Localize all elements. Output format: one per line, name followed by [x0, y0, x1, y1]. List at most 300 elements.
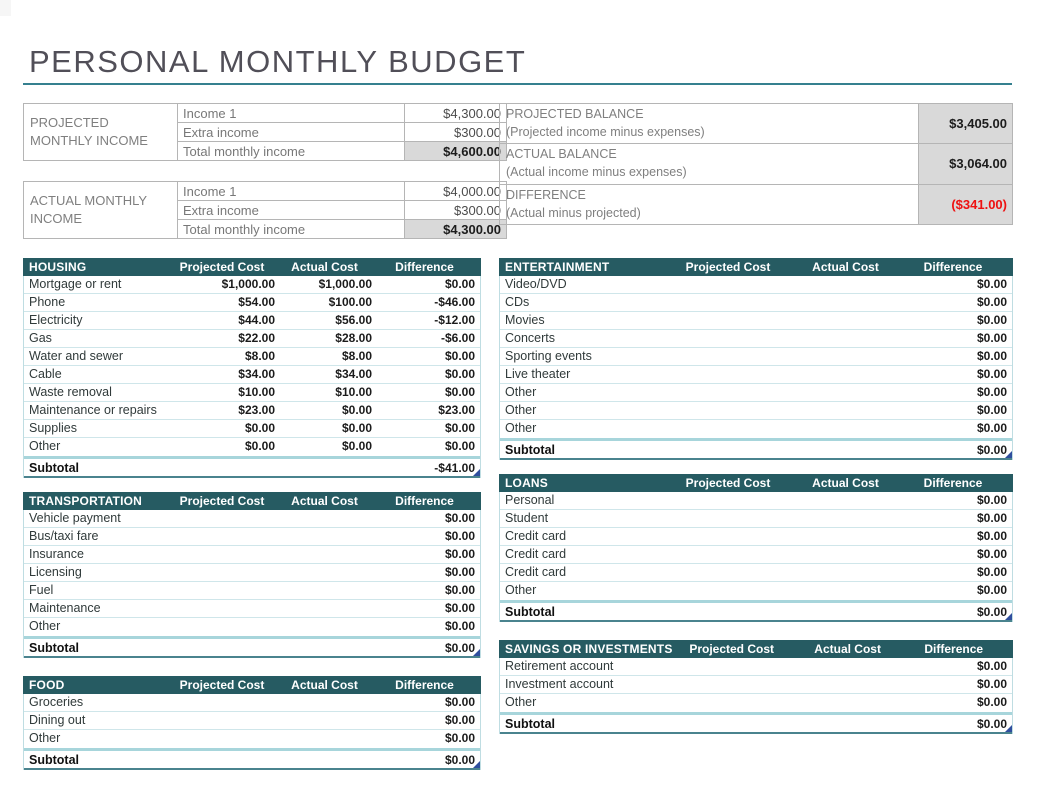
balance-title: ACTUAL BALANCE — [506, 147, 617, 162]
subtotal-label-cell[interactable]: Subtotal — [29, 461, 79, 475]
row-label-cell[interactable]: Maintenance or repairs — [29, 403, 157, 417]
corner-marker-icon — [473, 761, 480, 768]
actual-cost-cell[interactable] — [280, 600, 377, 617]
difference-cell[interactable]: $0.00 — [444, 529, 475, 543]
row-label-cell[interactable]: Licensing — [29, 565, 82, 579]
table-row — [500, 694, 1012, 712]
table-row — [500, 528, 1012, 546]
column-header-difference[interactable]: Difference — [923, 260, 983, 274]
projected-cost-cell[interactable]: $1,000.00 — [221, 277, 275, 291]
table-body — [499, 276, 1013, 460]
projected-cost-cell[interactable] — [667, 546, 797, 563]
difference-cell[interactable]: $0.00 — [444, 277, 475, 291]
top-left-artifact — [0, 0, 11, 16]
difference-cell[interactable]: $0.00 — [444, 367, 475, 381]
row-label-cell[interactable]: Gas — [29, 331, 52, 345]
row-label-cell[interactable]: Electricity — [29, 313, 83, 327]
table-row — [24, 420, 480, 438]
row-label-cell[interactable]: Other — [29, 619, 61, 633]
difference-cell[interactable]: $0.00 — [444, 601, 475, 615]
actual-cost-cell[interactable]: $0.00 — [341, 421, 372, 435]
column-header-difference[interactable]: Difference — [395, 260, 454, 274]
difference-cell[interactable]: $0.00 — [976, 717, 1007, 731]
table-header-row — [23, 258, 481, 276]
actual-cost-cell[interactable] — [280, 546, 377, 563]
row-label-cell[interactable]: Live theater — [505, 367, 571, 381]
category-header[interactable]: FOOD — [29, 678, 65, 692]
table-row — [24, 712, 480, 730]
projected-cost-cell[interactable] — [667, 528, 797, 545]
projected-cost-cell[interactable] — [172, 510, 280, 527]
budget-table-loans — [499, 474, 1013, 622]
difference-cell[interactable]: $0.00 — [976, 367, 1007, 381]
difference-cell[interactable]: $0.00 — [444, 641, 475, 655]
table-header-row — [23, 492, 481, 510]
table-row — [500, 330, 1012, 348]
column-header-actual-cost[interactable]: Actual Cost — [291, 260, 358, 274]
table-row — [500, 492, 1012, 510]
projected-cost-cell[interactable]: $44.00 — [238, 313, 275, 327]
table-row — [24, 510, 480, 528]
row-label-cell[interactable]: Groceries — [29, 695, 84, 709]
projected-cost-cell[interactable] — [172, 528, 280, 545]
row-label-cell[interactable]: Credit card — [505, 529, 567, 543]
table-row — [24, 564, 480, 582]
column-header-actual-cost[interactable]: Actual Cost — [291, 494, 358, 508]
table-row — [500, 384, 1012, 402]
projected-cost-cell[interactable] — [667, 348, 797, 365]
projected-cost-cell[interactable] — [172, 582, 280, 599]
row-label-cell[interactable]: Water and sewer — [29, 349, 124, 363]
table-row — [500, 366, 1012, 384]
column-header-projected-cost[interactable]: Projected Cost — [179, 494, 265, 508]
projected-cost-cell[interactable] — [667, 384, 797, 401]
row-label-cell[interactable]: Other — [29, 731, 61, 745]
difference-cell[interactable]: $0.00 — [976, 403, 1007, 417]
difference-cell[interactable]: $0.00 — [976, 331, 1007, 345]
table-body — [499, 492, 1013, 622]
column-header-difference[interactable]: Difference — [923, 476, 983, 490]
corner-marker-icon — [1005, 613, 1012, 620]
actual-cost-cell[interactable] — [797, 564, 902, 581]
row-label-cell[interactable]: Video/DVD — [505, 277, 567, 291]
table-row — [24, 348, 480, 366]
subtotal-row — [500, 600, 1012, 622]
income-total-value-cell[interactable]: $4,600.00 — [405, 142, 507, 161]
projected-cost-cell[interactable]: $0.00 — [244, 421, 275, 435]
actual-cost-cell[interactable]: $0.00 — [341, 403, 372, 417]
row-label-cell[interactable]: Student — [505, 511, 549, 525]
row-label-cell[interactable]: Movies — [505, 313, 545, 327]
actual-cost-cell[interactable] — [797, 312, 902, 329]
row-label-cell[interactable]: Fuel — [29, 583, 54, 597]
actual-cost-cell[interactable]: $100.00 — [328, 295, 372, 309]
projected-cost-cell[interactable] — [172, 730, 280, 748]
table-row — [24, 384, 480, 402]
projected-cost-cell[interactable] — [667, 582, 797, 600]
actual-cost-cell[interactable]: $1,000.00 — [318, 277, 372, 291]
table-body — [499, 658, 1013, 734]
projected-cost-cell[interactable]: $0.00 — [244, 439, 275, 453]
actual-cost-cell[interactable] — [280, 582, 377, 599]
income-total-label-cell[interactable]: Total monthly income — [178, 220, 405, 239]
projected-cost-cell[interactable] — [667, 676, 797, 693]
projected-balance-value-cell[interactable]: $3,405.00 — [919, 104, 1013, 144]
table-row — [24, 730, 480, 748]
actual-cost-cell[interactable]: $8.00 — [341, 349, 372, 363]
row-label-cell[interactable]: Bus/taxi fare — [29, 529, 99, 543]
actual-cost-cell[interactable] — [797, 330, 902, 347]
difference-cell[interactable]: $0.00 — [444, 713, 475, 727]
balance-title: PROJECTED BALANCE — [506, 107, 644, 121]
budget-table-food — [23, 676, 481, 770]
subtotal-label-cell[interactable]: Subtotal — [505, 443, 555, 457]
actual-balance-value-cell[interactable]: $3,064.00 — [919, 144, 1013, 184]
row-label-cell[interactable]: Investment account — [505, 677, 614, 691]
row-label-cell[interactable]: Mortgage or rent — [29, 277, 122, 291]
table-row — [500, 348, 1012, 366]
projected-cost-cell[interactable] — [667, 694, 797, 712]
table-row — [24, 600, 480, 618]
subtotal-row — [24, 636, 480, 658]
corner-marker-icon — [1005, 725, 1012, 732]
table-row — [500, 510, 1012, 528]
row-label-cell[interactable]: Supplies — [29, 421, 77, 435]
difference-cell[interactable]: -$41.00 — [434, 461, 475, 475]
difference-cell[interactable]: $0.00 — [444, 439, 475, 453]
difference-cell[interactable]: $0.00 — [444, 619, 475, 633]
category-header[interactable]: HOUSING — [29, 260, 87, 274]
table-row — [500, 546, 1012, 564]
column-header-actual-cost[interactable]: Actual Cost — [291, 678, 358, 692]
actual-cost-cell[interactable]: $28.00 — [335, 331, 372, 345]
projected-cost-cell[interactable]: $34.00 — [238, 367, 275, 381]
difference-cell[interactable]: $0.00 — [444, 731, 475, 745]
budget-table-entertainment — [499, 258, 1013, 460]
income-value-cell[interactable]: $300.00 — [405, 123, 507, 142]
row-label-cell[interactable]: CDs — [505, 295, 530, 309]
table-row — [24, 618, 480, 636]
actual-cost-cell[interactable] — [797, 582, 902, 600]
table-body — [23, 694, 481, 770]
row-label-cell[interactable]: Concerts — [505, 331, 556, 345]
subtotal-row — [24, 456, 480, 478]
difference-cell[interactable]: $0.00 — [976, 349, 1007, 363]
row-label-cell[interactable]: Maintenance — [29, 601, 101, 615]
table-row — [24, 528, 480, 546]
table-row — [24, 438, 480, 456]
balance-subtitle: (Actual income minus expenses) — [506, 165, 687, 180]
actual-cost-cell[interactable]: $10.00 — [335, 385, 372, 399]
projected-cost-cell[interactable] — [172, 751, 280, 768]
title-underline — [23, 83, 1012, 85]
table-row — [500, 658, 1012, 676]
income-item-cell[interactable]: Extra income — [178, 201, 405, 220]
income-item-cell[interactable]: Income 1 — [178, 104, 405, 123]
income-item-cell[interactable]: Extra income — [178, 123, 405, 142]
column-header-projected-cost[interactable]: Projected Cost — [179, 678, 265, 692]
difference-cell[interactable]: $0.00 — [976, 443, 1007, 457]
difference-cell[interactable]: $0.00 — [444, 695, 475, 709]
actual-balance-label-cell[interactable] — [500, 144, 919, 184]
projected-cost-cell[interactable] — [667, 420, 797, 438]
actual-cost-cell[interactable] — [797, 348, 902, 365]
projected-income-table — [23, 103, 507, 161]
actual-cost-cell[interactable] — [280, 564, 377, 581]
table-body — [23, 510, 481, 658]
column-header-difference[interactable]: Difference — [395, 678, 454, 692]
table-row — [500, 676, 1012, 694]
actual-cost-cell[interactable] — [797, 510, 902, 527]
difference-cell[interactable]: $0.00 — [976, 659, 1007, 673]
difference-cell[interactable]: $0.00 — [976, 605, 1007, 619]
projected-cost-cell[interactable] — [172, 600, 280, 617]
difference-cell[interactable]: $0.00 — [976, 547, 1007, 561]
row-label-cell[interactable]: Phone — [29, 295, 66, 309]
row-label-cell[interactable]: Credit card — [505, 547, 567, 561]
row-label-cell[interactable]: Personal — [505, 493, 555, 507]
row-label-cell[interactable]: Vehicle payment — [29, 511, 121, 525]
difference-cell[interactable]: $0.00 — [444, 583, 475, 597]
row-label-cell[interactable]: Insurance — [29, 547, 84, 561]
row-label-cell[interactable]: Other — [505, 403, 537, 417]
projected-cost-cell[interactable] — [172, 546, 280, 563]
column-header-actual-cost[interactable]: Actual Cost — [812, 260, 879, 274]
actual-cost-cell[interactable] — [797, 294, 902, 311]
income-value-cell[interactable]: $4,300.00 — [405, 104, 507, 123]
difference-cell[interactable]: $0.00 — [976, 385, 1007, 399]
projected-balance-label-cell[interactable] — [500, 104, 919, 144]
table-header-row — [499, 474, 1013, 492]
column-header-difference[interactable]: Difference — [924, 642, 984, 656]
subtotal-row — [500, 438, 1012, 460]
difference-cell[interactable]: $0.00 — [976, 695, 1007, 709]
row-label-cell[interactable]: Cable — [29, 367, 62, 381]
projected-cost-cell[interactable] — [172, 712, 280, 729]
projected-cost-cell[interactable]: $8.00 — [244, 349, 275, 363]
actual-cost-cell[interactable] — [280, 712, 377, 729]
actual-cost-cell[interactable] — [280, 618, 377, 636]
column-header-actual-cost[interactable]: Actual Cost — [814, 642, 881, 656]
subtotal-row — [24, 748, 480, 770]
difference-cell[interactable]: $0.00 — [976, 313, 1007, 327]
subtotal-row — [500, 712, 1012, 734]
category-header[interactable]: LOANS — [505, 476, 548, 490]
actual-income-label[interactable]: ACTUAL MONTHLY INCOME — [24, 182, 178, 239]
actual-cost-cell[interactable] — [797, 384, 902, 401]
table-row — [24, 330, 480, 348]
projected-cost-cell[interactable] — [667, 312, 797, 329]
actual-cost-cell[interactable] — [280, 694, 377, 711]
difference-cell[interactable]: $0.00 — [444, 385, 475, 399]
row-label-cell[interactable]: Retirement account — [505, 659, 614, 673]
category-header[interactable]: ENTERTAINMENT — [505, 260, 610, 274]
projected-cost-cell[interactable] — [667, 510, 797, 527]
actual-cost-cell[interactable] — [797, 366, 902, 383]
difference-cell[interactable]: $0.00 — [976, 277, 1007, 291]
category-header[interactable]: TRANSPORTATION — [29, 494, 143, 508]
difference-cell[interactable]: $0.00 — [976, 583, 1007, 597]
table-row — [24, 582, 480, 600]
table-row — [24, 694, 480, 712]
column-header-projected-cost[interactable]: Projected Cost — [685, 476, 771, 490]
corner-marker-icon — [1005, 451, 1012, 458]
difference-cell[interactable]: $0.00 — [976, 511, 1007, 525]
table-row — [500, 294, 1012, 312]
left-tables-column — [23, 258, 481, 784]
table-row — [500, 402, 1012, 420]
projected-cost-cell[interactable]: $54.00 — [238, 295, 275, 309]
row-label-cell[interactable]: Sporting events — [505, 349, 592, 363]
projected-cost-cell[interactable] — [667, 658, 797, 675]
difference-cell[interactable]: $0.00 — [976, 529, 1007, 543]
projected-cost-cell[interactable] — [667, 402, 797, 419]
actual-cost-cell[interactable]: $34.00 — [335, 367, 372, 381]
actual-cost-cell[interactable]: $56.00 — [335, 313, 372, 327]
difference-cell[interactable]: $0.00 — [976, 565, 1007, 579]
projected-cost-cell[interactable] — [667, 492, 797, 509]
budget-table-transportation — [23, 492, 481, 658]
budget-table-housing — [23, 258, 481, 478]
category-header[interactable]: SAVINGS OR INVESTMENTS — [505, 642, 673, 656]
corner-marker-icon — [473, 649, 480, 656]
balance-summary-table — [499, 103, 1013, 225]
subtotal-label-cell[interactable]: Subtotal — [505, 605, 555, 619]
projected-cost-cell[interactable]: $23.00 — [238, 403, 275, 417]
difference-cell[interactable]: -$46.00 — [434, 295, 475, 309]
table-row — [24, 294, 480, 312]
subtotal-label-cell[interactable]: Subtotal — [505, 717, 555, 731]
table-row — [500, 276, 1012, 294]
difference-cell[interactable]: $0.00 — [976, 677, 1007, 691]
projected-cost-cell[interactable]: $10.00 — [238, 385, 275, 399]
difference-cell[interactable]: $23.00 — [438, 403, 475, 417]
projected-cost-cell[interactable] — [172, 618, 280, 636]
projected-cost-cell[interactable] — [667, 294, 797, 311]
income-item-cell[interactable]: Income 1 — [178, 182, 405, 201]
income-value-cell[interactable]: $4,000.00 — [405, 182, 507, 201]
table-row — [24, 402, 480, 420]
actual-cost-cell[interactable] — [797, 694, 902, 712]
projected-cost-cell[interactable] — [667, 330, 797, 347]
table-row — [24, 312, 480, 330]
row-label-cell[interactable]: Other — [505, 385, 537, 399]
difference-cell[interactable]: $0.00 — [444, 547, 475, 561]
row-label-cell[interactable]: Waste removal — [29, 385, 112, 399]
actual-cost-cell[interactable] — [797, 676, 902, 693]
projected-cost-cell[interactable] — [172, 639, 280, 656]
actual-cost-cell[interactable] — [797, 402, 902, 419]
budget-table-savings — [499, 640, 1013, 734]
row-label-cell[interactable]: Dining out — [29, 713, 86, 727]
projected-cost-cell[interactable] — [667, 603, 797, 620]
actual-cost-cell[interactable]: $0.00 — [341, 439, 372, 453]
corner-marker-icon — [473, 469, 480, 476]
projected-cost-cell[interactable] — [667, 366, 797, 383]
projected-cost-cell[interactable] — [667, 276, 797, 293]
projected-income-label[interactable]: PROJECTED MONTHLY INCOME — [24, 104, 178, 161]
projected-cost-cell[interactable]: $22.00 — [238, 331, 275, 345]
table-row — [24, 276, 480, 294]
column-header-projected-cost[interactable]: Projected Cost — [179, 260, 265, 274]
difference-cell[interactable]: $0.00 — [444, 421, 475, 435]
subtotal-label-cell[interactable]: Subtotal — [29, 753, 79, 767]
difference-cell[interactable]: $0.00 — [444, 753, 475, 767]
row-label-cell[interactable]: Other — [505, 421, 537, 435]
actual-cost-cell[interactable] — [797, 276, 902, 293]
difference-cell[interactable]: $0.00 — [444, 565, 475, 579]
projected-cost-cell[interactable] — [667, 564, 797, 581]
table-header-row — [23, 676, 481, 694]
table-row — [500, 564, 1012, 582]
column-header-actual-cost[interactable]: Actual Cost — [812, 476, 879, 490]
balance-subtitle: (Actual minus projected) — [506, 205, 641, 220]
income-total-value-cell[interactable]: $4,300.00 — [405, 220, 507, 239]
actual-cost-cell[interactable] — [797, 420, 902, 438]
difference-cell[interactable]: -$12.00 — [434, 313, 475, 327]
actual-cost-cell[interactable] — [280, 510, 377, 527]
table-row — [24, 546, 480, 564]
page-title: PERSONAL MONTHLY BUDGET — [29, 44, 527, 79]
table-row — [500, 420, 1012, 438]
difference-cell[interactable]: $0.00 — [444, 511, 475, 525]
difference-value-cell[interactable]: ($341.00) — [919, 184, 1013, 224]
table-header-row — [499, 258, 1013, 276]
subtotal-label-cell[interactable]: Subtotal — [29, 641, 79, 655]
actual-cost-cell[interactable] — [797, 492, 902, 509]
difference-cell[interactable]: -$6.00 — [440, 331, 475, 345]
projected-cost-cell[interactable] — [667, 441, 797, 458]
difference-cell[interactable]: $0.00 — [444, 349, 475, 363]
actual-cost-cell[interactable] — [797, 528, 902, 545]
income-total-label-cell[interactable]: Total monthly income — [178, 142, 405, 161]
actual-cost-cell[interactable] — [280, 730, 377, 748]
projected-cost-cell[interactable] — [172, 564, 280, 581]
column-header-projected-cost[interactable]: Projected Cost — [689, 642, 775, 656]
right-tables-column — [499, 258, 1013, 748]
actual-cost-cell[interactable] — [797, 546, 902, 563]
projected-cost-cell[interactable] — [667, 715, 797, 732]
row-label-cell[interactable]: Other — [505, 695, 537, 709]
row-label-cell[interactable]: Other — [505, 583, 537, 597]
balance-title: DIFFERENCE — [506, 187, 586, 202]
row-label-cell[interactable]: Other — [29, 439, 61, 453]
column-header-projected-cost[interactable]: Projected Cost — [685, 260, 771, 274]
table-header-row — [499, 640, 1013, 658]
projected-cost-cell[interactable] — [172, 459, 280, 476]
actual-cost-cell[interactable] — [797, 658, 902, 675]
projected-cost-cell[interactable] — [172, 694, 280, 711]
difference-cell[interactable]: $0.00 — [976, 493, 1007, 507]
table-body — [23, 276, 481, 478]
table-row — [500, 582, 1012, 600]
actual-cost-cell[interactable] — [280, 528, 377, 545]
column-header-difference[interactable]: Difference — [395, 494, 454, 508]
actual-cost-cell[interactable] — [797, 441, 902, 458]
difference-label-cell[interactable] — [500, 184, 919, 224]
difference-cell[interactable]: $0.00 — [976, 421, 1007, 435]
actual-cost-cell[interactable] — [280, 459, 377, 476]
table-row — [24, 366, 480, 384]
row-label-cell[interactable]: Credit card — [505, 565, 567, 579]
income-value-cell[interactable]: $300.00 — [405, 201, 507, 220]
actual-cost-cell[interactable] — [280, 751, 377, 768]
actual-cost-cell[interactable] — [797, 715, 902, 732]
actual-cost-cell[interactable] — [797, 603, 902, 620]
actual-cost-cell[interactable] — [280, 639, 377, 656]
difference-cell[interactable]: $0.00 — [976, 295, 1007, 309]
actual-income-table — [23, 181, 507, 239]
